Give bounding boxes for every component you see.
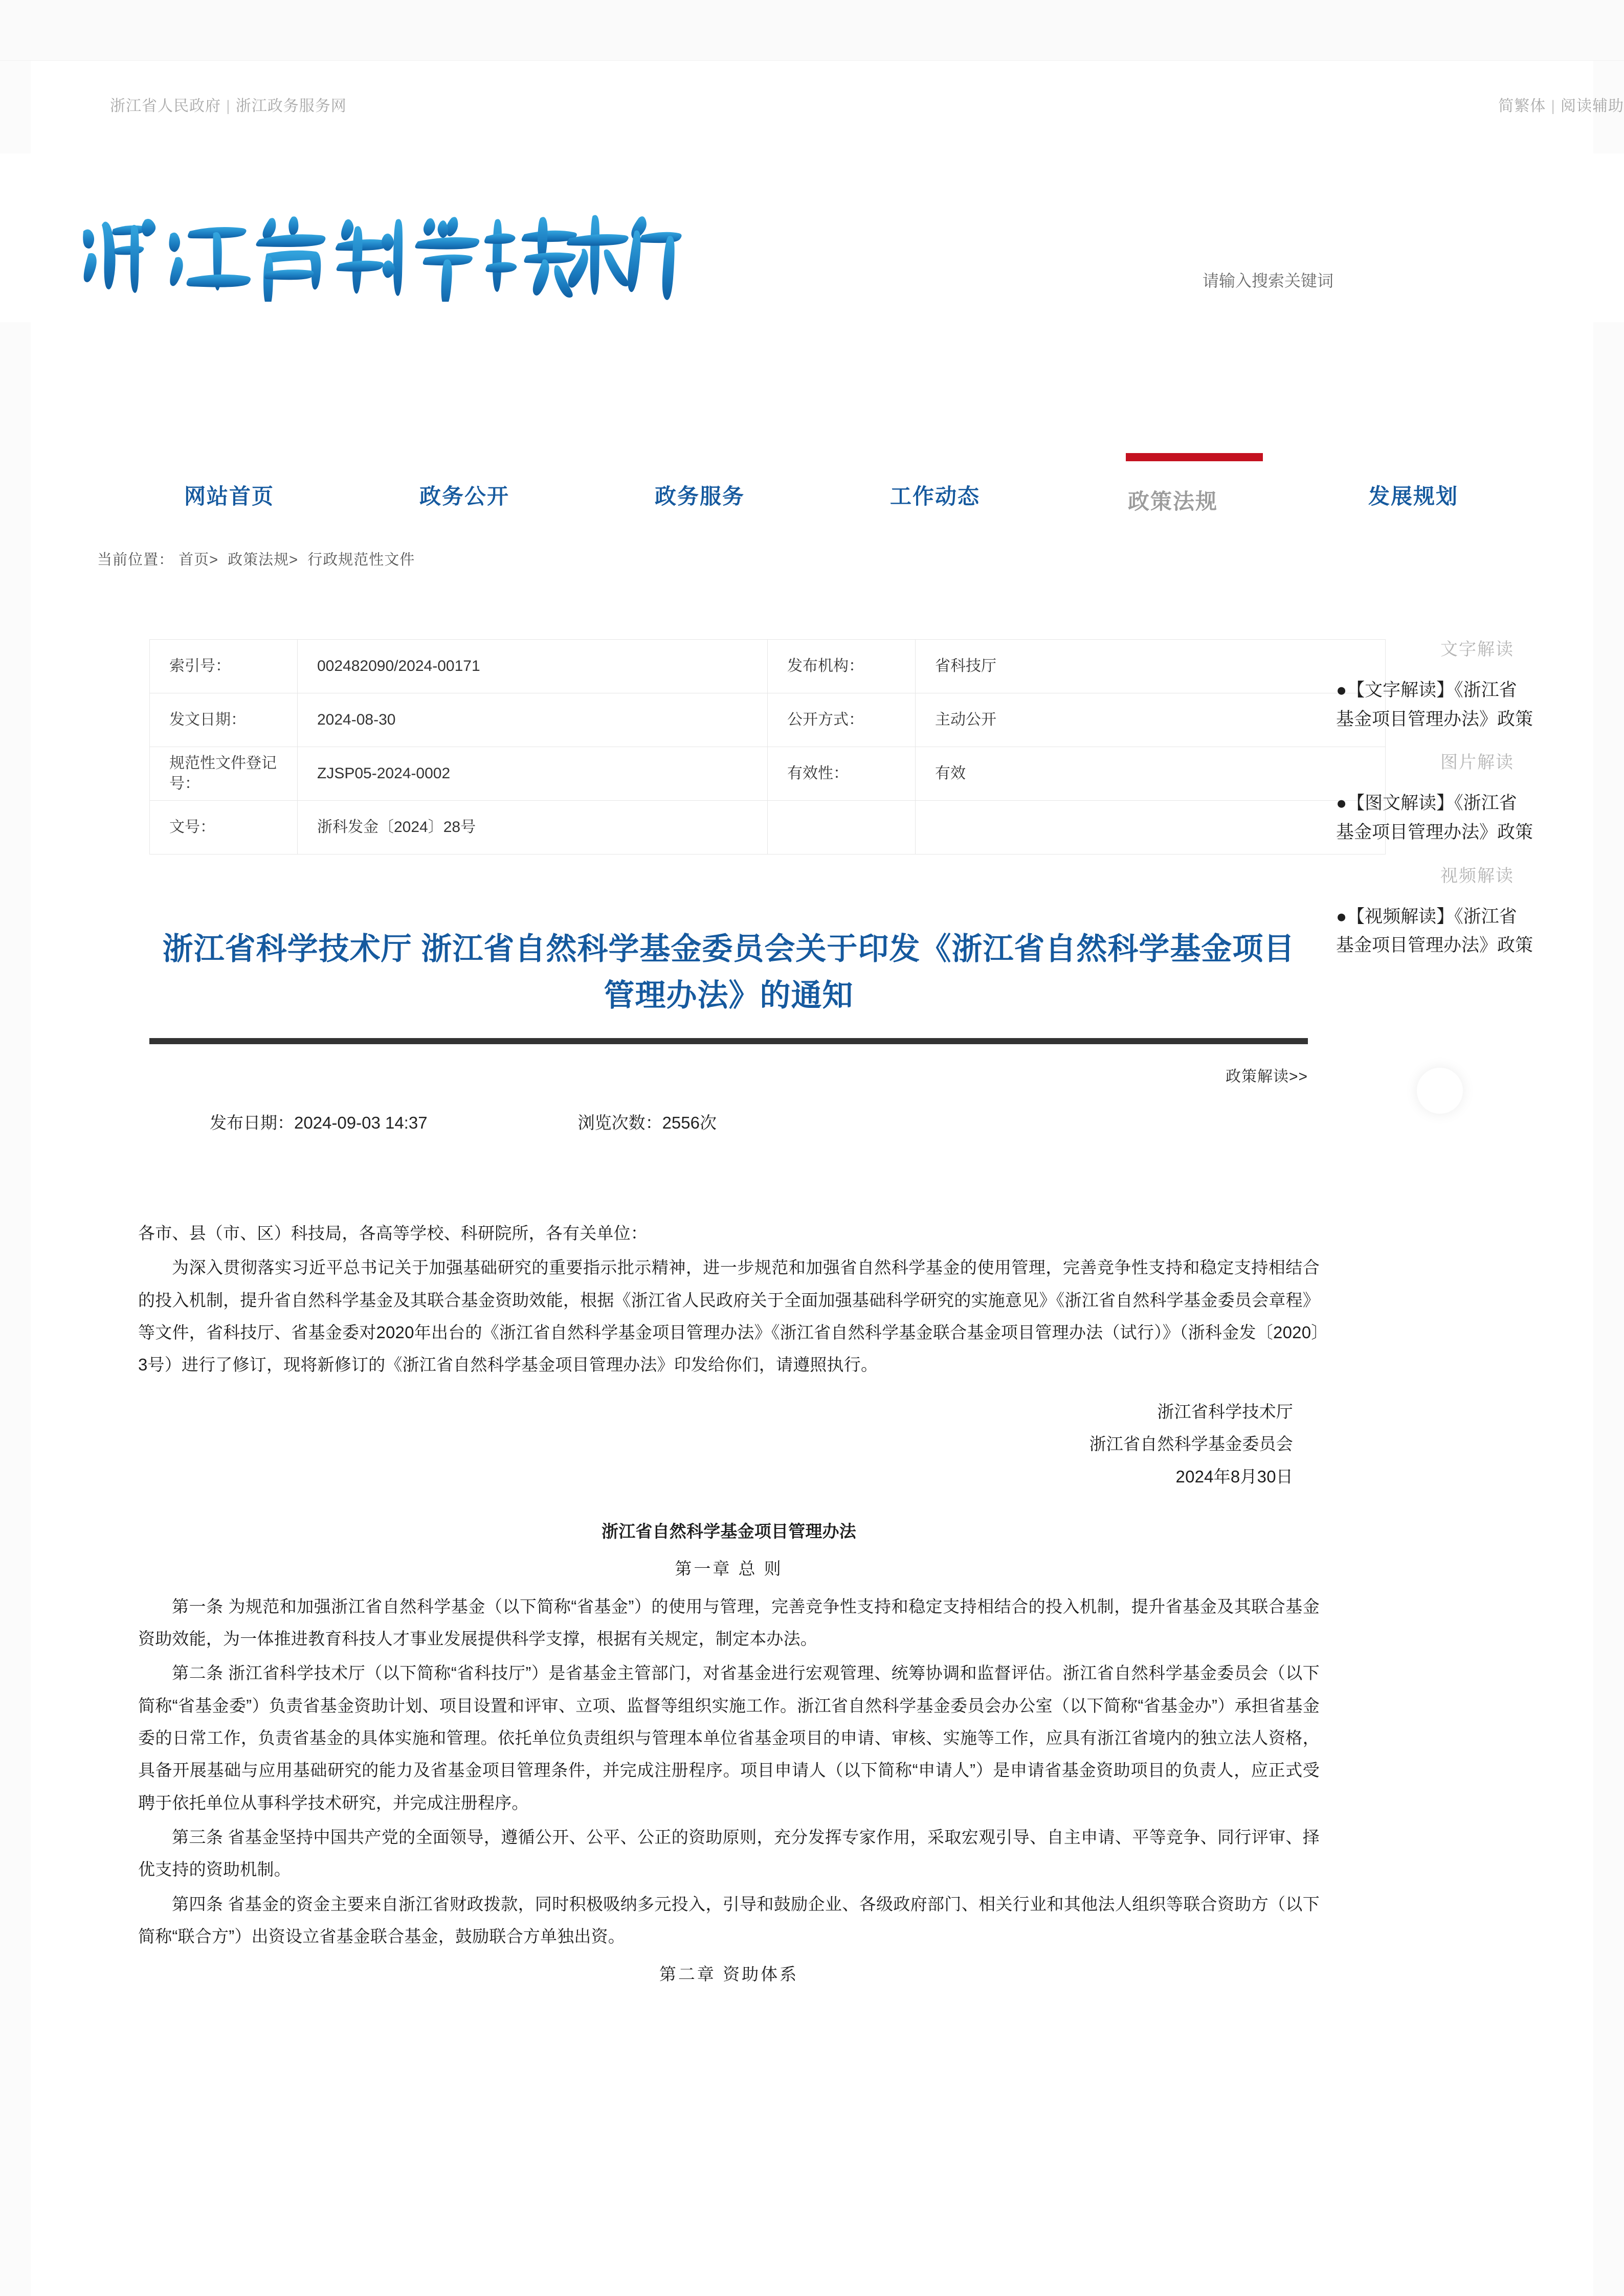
view-count: 浏览次数：2556次 [577, 1113, 717, 1133]
meta-value-disclosure: 主动公开 [916, 693, 1386, 747]
search-box[interactable] [1199, 262, 1527, 300]
breadcrumb-label: 当前位置： [97, 552, 174, 568]
sidebar-heading-video: 视频解读 [1440, 866, 1514, 886]
link-traditional-chinese[interactable]: 简繁体 [1498, 98, 1546, 115]
nav-item-development[interactable]: 发展规划 [1368, 484, 1459, 508]
sidebar-item-text-line2: 基金项目管理办法》政策 [1336, 709, 1533, 729]
sidebar-item-text-line1: ●【文字解读】《浙江省 [1336, 680, 1517, 700]
link-zhejiang-gov[interactable]: 浙江省人民政府 [110, 98, 221, 115]
meta-value-empty [916, 801, 1386, 854]
topbar-right-separator: | [1551, 98, 1555, 115]
meta-value-doc-no: 浙科发金〔2024〕28号 [298, 801, 768, 854]
sidebar-item-video-interpretation[interactable] [1334, 891, 1620, 969]
table-row [150, 640, 1386, 693]
meta-value-validity: 有效 [916, 747, 1386, 801]
sidebar-heading-text: 文字解读 [1440, 640, 1514, 659]
page-title: 浙江省科学技术厅 浙江省自然科学基金委员会关于印发《浙江省自然科学基金项目管理办法》的通知 [162, 932, 1295, 1013]
salutation: 各市、县（市、区）科技局，各高等学校、科研院所，各有关单位： [138, 1224, 648, 1243]
article-publish-info [149, 1110, 1308, 1134]
top-accessibility-links [1498, 93, 1624, 116]
article-4: 第四条 省基金的资金主要来自浙江省财政拨款，同时积极吸纳多元投入，引导和鼓励企业、各级政府部门、相关行业和其他法人组织等联合资助方（以下简称“联合方”）出资设立省基金联合基金，鼓励联合方单独出资。 [138, 1894, 1320, 1946]
article-2: 第二条 浙江省科学技术厅（以下简称“省科技厅”）是省基金主管部门，对省基金进行宏观管理、统筹协调和监督评估。浙江省自然科学基金委员会（以下简称“省基金委”）负责省基金资助计划、项目设置和评审、立项、监督等组织实施工作。浙江省自然科学基金委员会办公室（以下简称“省基金办”）承担省基金委的日常工作，负责省基金的具体实施和管理。依托单位负责组织与管理本单位省基金项目的申请、审核、实施等工作，应具有浙江省境内的独立法人资格，具备开展基础与应用基础研究的能力及省基金项目管理条件，并完成注册程序。项目申请人（以下简称“申请人”）是申请省基金资助项目的负责人，应正式受聘于依托单位从事科学技术研究，并完成注册程序。 [138, 1663, 1320, 1812]
main-navigation [0, 440, 1624, 532]
article-header [149, 926, 1308, 1134]
intro-paragraph: 为深入贯彻落实习近平总书记关于加强基础研究的重要指示批示精神，进一步规范和加强省自然科学基金的使用管理，完善竞争性支持和稳定支持相结合的投入机制，提升省自然科学基金及其联合基金资助效能，根据《浙江省人民政府关于全面加强基础科学研究的实施意见》《浙江省自然科学基金委员会章程》等文件，省科技厅、省基金委对2020年出台的《浙江省自然科学基金项目管理办法》《浙江省自然科学基金联合基金项目管理办法（试行）》（浙科金发〔2020〕3号）进行了修订，现将新修订的《浙江省自然科学基金项目管理办法》印发给你们，请遵照执行。 [138, 1258, 1320, 1375]
signature-date: 2024年8月30日 [1175, 1467, 1293, 1486]
top-gov-links [110, 93, 347, 116]
sidebar-heading-image: 图片解读 [1440, 753, 1514, 773]
breadcrumb-item-policy[interactable]: 政策法规> [228, 552, 299, 568]
signature-block [138, 1395, 1320, 1493]
meta-key-validity: 有效性： [768, 747, 916, 801]
chapter-1-heading: 第一章 总 则 [675, 1559, 783, 1579]
meta-value-issue-date: 2024-08-30 [298, 693, 768, 747]
attached-doc-title: 浙江省自然科学基金项目管理办法 [602, 1521, 856, 1541]
sidebar-item-text-interpretation[interactable] [1334, 665, 1620, 742]
meta-key-registration-no: 规范性文件登记号： [150, 747, 298, 801]
floating-action-button[interactable] [1417, 1068, 1463, 1114]
sidebar-item-video-line1: ●【视频解读】《浙江省 [1336, 906, 1517, 927]
breadcrumb-item-normative-docs: 行政规范性文件 [307, 552, 415, 568]
table-row [150, 747, 1386, 801]
meta-key-issuing-org: 发布机构： [768, 640, 916, 693]
interpretation-sidebar [1334, 629, 1620, 969]
signer-committee: 浙江省自然科学基金委员会 [1089, 1434, 1293, 1454]
sidebar-item-image-line1: ●【图文解读】《浙江省 [1336, 793, 1517, 814]
nav-item-policy[interactable] [1128, 485, 1218, 515]
nav-item-policy-label: 政策法规 [1128, 489, 1218, 513]
nav-item-home[interactable]: 网站首页 [184, 484, 275, 508]
meta-key-issue-date: 发文日期： [150, 693, 298, 747]
breadcrumb-item-home[interactable]: 首页> [179, 552, 219, 568]
signer-dept: 浙江省科学技术厅 [1157, 1402, 1293, 1421]
chapter-2-heading: 第二章 资助体系 [659, 1964, 799, 1984]
article-body [138, 1217, 1320, 1995]
nav-active-indicator [1126, 453, 1263, 461]
search-input[interactable] [1199, 262, 1527, 300]
site-logo[interactable] [79, 205, 683, 302]
meta-value-registration-no: ZJSP05-2024-0002 [298, 747, 768, 801]
nav-item-news[interactable]: 工作动态 [890, 484, 981, 508]
sidebar-item-image-line2: 基金项目管理办法》政策 [1336, 822, 1533, 843]
meta-key-empty [768, 801, 916, 854]
article-3: 第三条 省基金坚持中国共产党的全面领导，遵循公开、公平、公正的资助原则，充分发挥专家作用，采取宏观引导、自主申请、平等竞争、同行评审、择优支持的资助机制。 [138, 1828, 1320, 1879]
nav-item-affairs[interactable]: 政务公开 [419, 484, 510, 508]
policy-interpretation-link[interactable]: 政策解读>> [1225, 1068, 1308, 1086]
top-utility-bar [0, 0, 1624, 61]
page-gutter-left [0, 0, 31, 2296]
link-zhejiang-service-net[interactable]: 浙江政务服务网 [235, 98, 347, 115]
meta-value-index-no: 002482090/2024-00171 [298, 640, 768, 693]
sidebar-item-image-interpretation[interactable] [1334, 778, 1620, 855]
meta-key-index-no: 索引号： [150, 640, 298, 693]
title-divider [149, 1038, 1308, 1044]
topbar-left-separator: | [226, 98, 231, 115]
breadcrumb [97, 548, 415, 569]
meta-key-doc-no: 文号： [150, 801, 298, 854]
link-reading-assist[interactable]: 阅读辅助 [1561, 98, 1624, 115]
table-row [150, 693, 1386, 747]
article-1: 第一条 为规范和加强浙江省自然科学基金（以下简称“省基金”）的使用与管理，完善竞争性支持和稳定支持相结合的投入机制，提升省基金及其联合基金资助效能，为一体推进教育科技人才事业发展提供科学支撑，根据有关规定，制定本办法。 [138, 1596, 1320, 1648]
document-metadata-table [149, 639, 1386, 854]
table-row [150, 801, 1386, 854]
page-gutter-right [1593, 0, 1624, 2296]
nav-item-services[interactable]: 政务服务 [655, 484, 745, 508]
meta-value-issuing-org: 省科技厅 [916, 640, 1386, 693]
meta-key-disclosure: 公开方式： [768, 693, 916, 747]
sidebar-item-video-line2: 基金项目管理办法》政策 [1336, 935, 1533, 956]
publish-date: 发布日期：2024-09-03 14:37 [210, 1113, 428, 1133]
